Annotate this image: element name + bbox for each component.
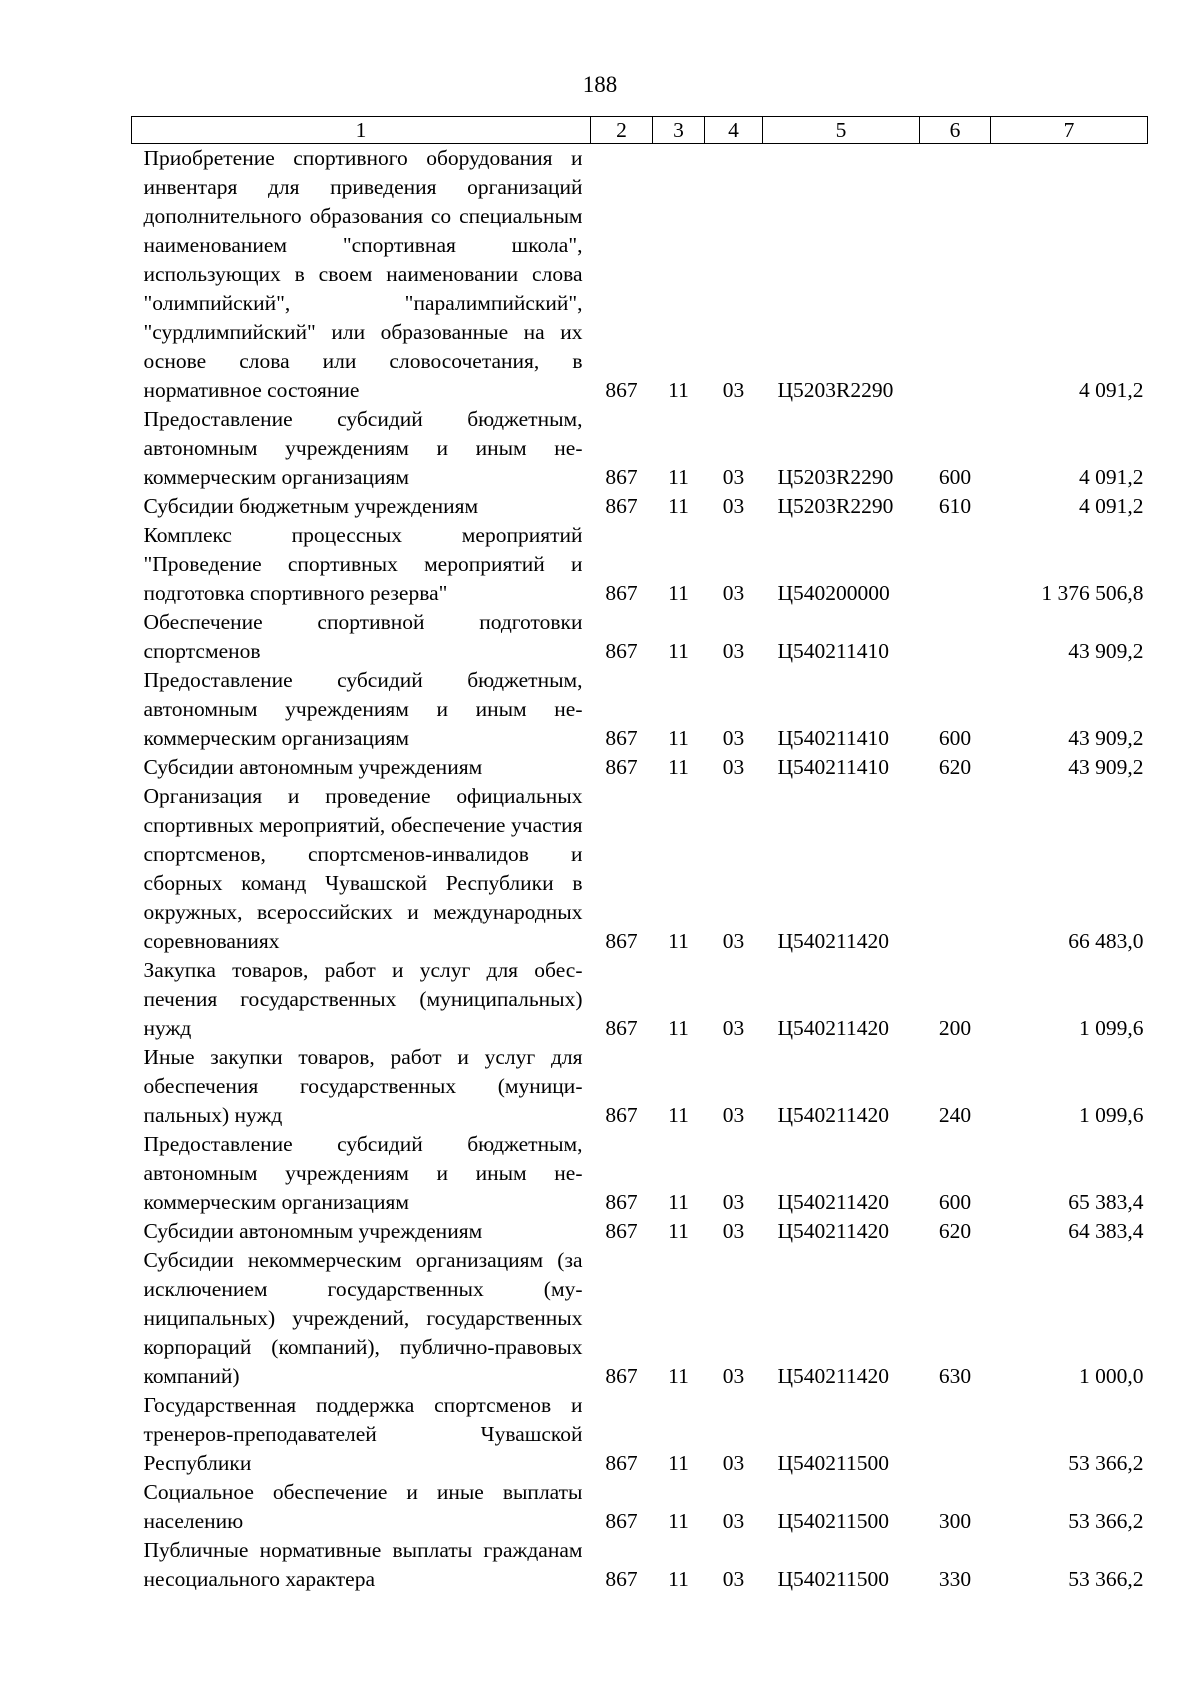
row-col-6 bbox=[920, 1391, 991, 1478]
row-col-5: Ц540211500 bbox=[777, 1567, 889, 1591]
row-col-2: 867 bbox=[605, 1567, 638, 1591]
row-col-7: 53 366,2 bbox=[1068, 1509, 1144, 1533]
row-col-5: Ц540211420 bbox=[777, 1219, 889, 1243]
row-col-4: 03 bbox=[722, 1016, 745, 1040]
header-col-3: 3 bbox=[653, 117, 705, 144]
row-col-6: 620 bbox=[938, 755, 972, 779]
row-col-3: 11 bbox=[668, 1190, 689, 1214]
row-col-5: Ц5203R2290 bbox=[777, 494, 894, 518]
row-col-6: 240 bbox=[938, 1103, 972, 1127]
row-name: Закупка товаров, работ и услуг для обеспечения государственных (муниципальных) нужд bbox=[143, 958, 583, 1040]
row-col-7: 4 091,2 bbox=[1079, 378, 1144, 402]
row-col-6: 600 bbox=[938, 1190, 972, 1214]
row-name: Социальное обеспечение и иные выплаты населению bbox=[143, 1480, 583, 1533]
row-name: Субсидии автономным учреждениям bbox=[143, 755, 483, 779]
table-row bbox=[132, 782, 1148, 956]
row-col-5: Ц540211410 bbox=[777, 726, 889, 750]
row-col-4: 03 bbox=[722, 1219, 745, 1243]
row-col-4: 03 bbox=[722, 639, 745, 663]
header-col-5: 5 bbox=[763, 117, 920, 144]
row-name: Комплекс процессных мероприятий "Проведение спортивных мероприятий и подготовка спортивного резерва" bbox=[143, 523, 583, 605]
row-col-5: Ц540211410 bbox=[777, 755, 889, 779]
row-col-7: 66 483,0 bbox=[1068, 929, 1144, 953]
table-row bbox=[132, 1478, 1148, 1536]
row-col-4: 03 bbox=[722, 929, 745, 953]
row-col-4: 03 bbox=[722, 726, 745, 750]
row-col-2: 867 bbox=[605, 1016, 638, 1040]
table-row bbox=[132, 1536, 1148, 1594]
row-col-3: 11 bbox=[668, 465, 689, 489]
row-col-3: 11 bbox=[668, 1016, 689, 1040]
row-name: Обеспечение спортивной подготовки спортсменов bbox=[143, 610, 583, 663]
table-row bbox=[132, 144, 1148, 406]
row-col-2: 867 bbox=[605, 1219, 638, 1243]
header-col-4: 4 bbox=[705, 117, 763, 144]
row-col-3: 11 bbox=[668, 1103, 689, 1127]
row-col-2: 867 bbox=[605, 494, 638, 518]
row-col-7: 53 366,2 bbox=[1068, 1567, 1144, 1591]
row-col-3: 11 bbox=[668, 494, 689, 518]
table-row bbox=[132, 1391, 1148, 1478]
header-row bbox=[132, 117, 1148, 144]
row-name: Публичные нормативные выплаты гражданам несоциального характера bbox=[143, 1538, 583, 1591]
row-col-7: 4 091,2 bbox=[1079, 465, 1144, 489]
row-col-3: 11 bbox=[668, 726, 689, 750]
table-row bbox=[132, 1217, 1148, 1246]
row-col-2: 867 bbox=[605, 1190, 638, 1214]
row-col-2: 867 bbox=[605, 465, 638, 489]
row-col-3: 11 bbox=[668, 929, 689, 953]
row-col-2: 867 bbox=[605, 639, 638, 663]
row-col-6: 630 bbox=[938, 1364, 972, 1388]
row-col-6: 610 bbox=[938, 494, 972, 518]
table-row bbox=[132, 608, 1148, 666]
header-col-7: 7 bbox=[991, 117, 1148, 144]
row-col-5: Ц540211420 bbox=[777, 1016, 889, 1040]
header-col-6: 6 bbox=[920, 117, 991, 144]
row-col-6 bbox=[920, 521, 991, 608]
row-name: Субсидии бюджетным учреждениям bbox=[143, 494, 479, 518]
row-col-6: 300 bbox=[938, 1509, 972, 1533]
table-row bbox=[132, 956, 1148, 1043]
row-col-2: 867 bbox=[605, 929, 638, 953]
row-name: Субсидии автономным учреждениям bbox=[143, 1219, 483, 1243]
row-col-5: Ц540211500 bbox=[777, 1509, 889, 1533]
row-col-3: 11 bbox=[668, 1567, 689, 1591]
row-col-5: Ц540211410 bbox=[777, 639, 889, 663]
page-number: 188 bbox=[582, 72, 618, 97]
row-col-7: 1 099,6 bbox=[1079, 1016, 1144, 1040]
row-col-3: 11 bbox=[668, 1509, 689, 1533]
row-name: Государственная поддержка спортсменов и тренеров-преподавателей Чувашской Республики bbox=[143, 1393, 583, 1475]
row-col-6: 330 bbox=[938, 1567, 972, 1591]
row-col-3: 11 bbox=[668, 1364, 689, 1388]
header-col-1: 1 bbox=[132, 117, 591, 144]
row-col-5: Ц540211420 bbox=[777, 1364, 889, 1388]
row-col-7: 43 909,2 bbox=[1068, 755, 1144, 779]
row-col-4: 03 bbox=[722, 378, 745, 402]
row-col-2: 867 bbox=[605, 378, 638, 402]
table-row bbox=[132, 753, 1148, 782]
row-col-4: 03 bbox=[722, 1567, 745, 1591]
row-name: Субсидии некоммерческим организациям (за исключением государственных (муниципальных) учреждений, государственных корпораций (компаний), публично-правовых компаний) bbox=[143, 1248, 583, 1388]
row-col-3: 11 bbox=[668, 1219, 689, 1243]
row-col-5: Ц5203R2290 bbox=[777, 465, 894, 489]
table-body bbox=[132, 144, 1148, 1595]
row-col-6 bbox=[920, 144, 991, 406]
row-col-2: 867 bbox=[605, 581, 638, 605]
row-col-5: Ц540211420 bbox=[777, 1103, 889, 1127]
row-col-2: 867 bbox=[605, 1103, 638, 1127]
table-row bbox=[132, 666, 1148, 753]
row-col-7: 1 376 506,8 bbox=[1041, 581, 1144, 605]
row-col-2: 867 bbox=[605, 1509, 638, 1533]
row-col-6: 620 bbox=[938, 1219, 972, 1243]
row-col-6 bbox=[920, 782, 991, 956]
row-col-2: 867 bbox=[605, 755, 638, 779]
row-col-5: Ц5203R2290 bbox=[777, 378, 894, 402]
table-row bbox=[132, 1043, 1148, 1130]
row-col-3: 11 bbox=[668, 1451, 689, 1475]
row-name: Предоставление субсидий бюджетным, автономным учреждениям и иным некоммерческим организациям bbox=[143, 407, 583, 489]
row-col-4: 03 bbox=[722, 1103, 745, 1127]
table-header bbox=[132, 117, 1148, 144]
row-name: Иные закупки товаров, работ и услуг для обеспечения государственных (муниципальных) нужд bbox=[143, 1045, 583, 1127]
row-col-4: 03 bbox=[722, 1190, 745, 1214]
row-name: Предоставление субсидий бюджетным, автономным учреждениям и иным некоммерческим организациям bbox=[143, 668, 583, 750]
row-name: Предоставление субсидий бюджетным, автономным учреждениям и иным некоммерческим организациям bbox=[143, 1132, 583, 1214]
table-row bbox=[132, 1246, 1148, 1391]
row-col-4: 03 bbox=[722, 494, 745, 518]
row-col-4: 03 bbox=[722, 465, 745, 489]
row-col-4: 03 bbox=[722, 1451, 745, 1475]
row-col-7: 4 091,2 bbox=[1079, 494, 1144, 518]
row-col-7: 64 383,4 bbox=[1068, 1219, 1144, 1243]
row-col-5: Ц540211420 bbox=[777, 1190, 889, 1214]
row-col-3: 11 bbox=[668, 581, 689, 605]
row-col-4: 03 bbox=[722, 581, 745, 605]
row-col-4: 03 bbox=[722, 1509, 745, 1533]
row-col-5: Ц540211420 bbox=[777, 929, 889, 953]
row-col-6: 600 bbox=[938, 726, 972, 750]
row-col-2: 867 bbox=[605, 1451, 638, 1475]
row-col-2: 867 bbox=[605, 1364, 638, 1388]
row-col-5: Ц540211500 bbox=[777, 1451, 889, 1475]
row-col-3: 11 bbox=[668, 378, 689, 402]
row-col-3: 11 bbox=[668, 755, 689, 779]
table-row bbox=[132, 1130, 1148, 1217]
row-col-7: 43 909,2 bbox=[1068, 639, 1144, 663]
row-col-7: 43 909,2 bbox=[1068, 726, 1144, 750]
row-col-6: 600 bbox=[938, 465, 972, 489]
row-name: Приобретение спортивного оборудования и инвентаря для приведения организаций дополнительного образования со специальным наименованием "спортивная школа", использующих в своем наименовании слова "олимпийский", "паралимпийский", "сурдлимпийский" или образованные на их основе слова или словосочетания, в нормативное состояние bbox=[143, 146, 583, 402]
table-row bbox=[132, 521, 1148, 608]
row-col-7: 65 383,4 bbox=[1068, 1190, 1144, 1214]
table-row bbox=[132, 492, 1148, 521]
row-col-5: Ц540200000 bbox=[777, 581, 890, 605]
budget-table bbox=[131, 116, 1148, 1594]
row-col-2: 867 bbox=[605, 726, 638, 750]
header-col-2: 2 bbox=[591, 117, 653, 144]
row-col-6 bbox=[920, 608, 991, 666]
row-col-4: 03 bbox=[722, 755, 745, 779]
row-col-7: 1 099,6 bbox=[1079, 1103, 1144, 1127]
row-col-3: 11 bbox=[668, 639, 689, 663]
table-row bbox=[132, 405, 1148, 492]
row-col-6: 200 bbox=[938, 1016, 972, 1040]
row-name: Организация и проведение официальных спортивных мероприятий, обеспечение участия спортсменов, спортсменов-инвалидов и сборных команд Чувашской Республики в окружных, всероссийских и международных соревнованиях bbox=[143, 784, 583, 953]
row-col-7: 1 000,0 bbox=[1079, 1364, 1144, 1388]
row-col-7: 53 366,2 bbox=[1068, 1451, 1144, 1475]
row-col-4: 03 bbox=[722, 1364, 745, 1388]
